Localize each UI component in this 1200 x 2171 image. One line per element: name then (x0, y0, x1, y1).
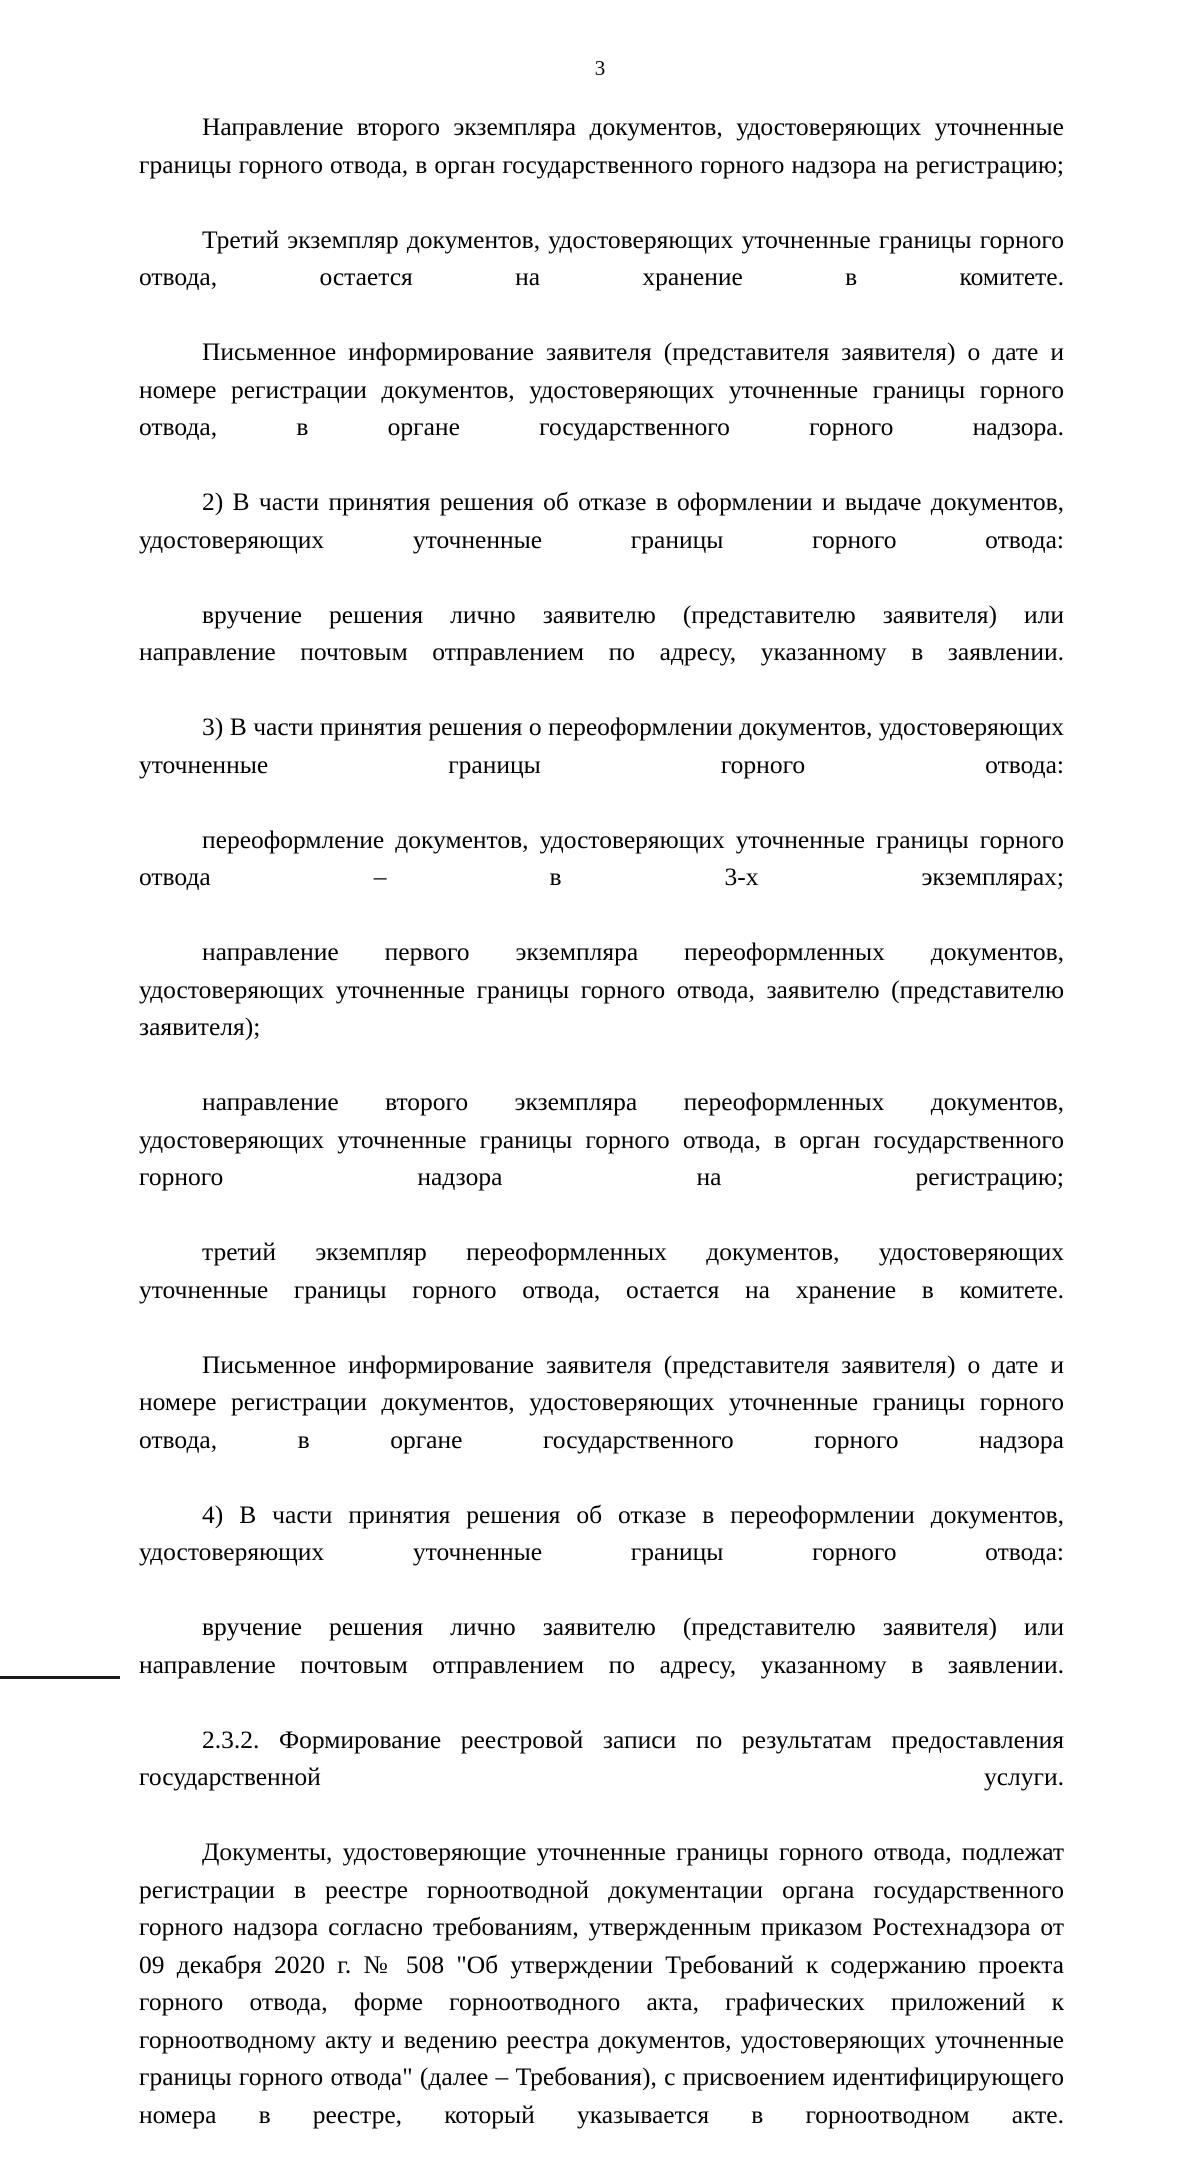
scan-edge-mark (0, 1676, 120, 1679)
paragraph: третий экземпляр переоформленных документов, удостоверяющих уточненные границы горного отвода, остается на хранение в комитете. (139, 1237, 1064, 1304)
paragraph: направление первого экземпляра переоформленных документов, удостоверяющих уточненные границы горного отвода, заявителю (представителю заявителя); (139, 937, 1064, 1041)
paragraph: переоформление документов, удостоверяющих уточненные границы горного отвода – в 3-х экземплярах; (139, 824, 1064, 891)
paragraph: Документы, удостоверяющие уточненные границы горного отвода, подлежат регистрации в реестре горноотводной документации органа государственного горного надзора согласно требованиям, утвержденным приказом Ростехнадзора от 09 декабря 2020 г. № 508 "Об утверждении Требований к содержанию проекта горного отвода, форме горноотводного акта, графических приложений к горноотводному акту и ведению реестра документов, удостоверяющих уточненные границы горного отвода" (далее – Требования), с присвоением идентифицирующего номера в реестре, который указывается в горноотводном акте. (139, 1837, 1064, 2129)
paragraph: 3) В части принятия решения о переоформлении документов, удостоверяющих уточненные границы горного отвода: (139, 712, 1064, 779)
paragraph: вручение решения лично заявителю (представителю заявителя) или направление почтовым отправлением по адресу, указанному в заявлении. (139, 599, 1064, 666)
paragraph: Письменное информирование заявителя (представителя заявителя) о дате и номере регистрации документов, удостоверяющих уточненные границы горного отвода, в органе государственного горного надзора. (139, 337, 1064, 441)
document-body (139, 108, 1064, 2171)
paragraph: Направление второго экземпляра документов, удостоверяющих уточненные границы горного отвода, в орган государственного горного надзора на регистрацию; (139, 112, 1064, 179)
page-number: 3 (594, 56, 606, 80)
paragraph: Третий экземпляр документов, удостоверяющих уточненные границы горного отвода, остается на хранение в комитете. (139, 224, 1064, 291)
paragraph: вручение решения лично заявителю (представителю заявителя) или направление почтовым отправлением по адресу, указанному в заявлении. (139, 1612, 1064, 1679)
paragraph: 2) В части принятия решения об отказе в оформлении и выдаче документов, удостоверяющих уточненные границы горного отвода: (139, 487, 1064, 554)
paragraph: 2.3.2. Формирование реестровой записи по результатам предоставления государственной услуги. (139, 1724, 1064, 1791)
paragraph: 4) В части принятия решения об отказе в переоформлении документов, удостоверяющих уточненные границы горного отвода: (139, 1499, 1064, 1566)
paragraph: Письменное информирование заявителя (представителя заявителя) о дате и номере регистрации документов, удостоверяющих уточненные границы горного отвода, в органе государственного горного надзора (139, 1349, 1064, 1454)
paragraph: направление второго экземпляра переоформленных документов, удостоверяющих уточненные границы горного отвода, в орган государственного горного надзора на регистрацию; (139, 1087, 1064, 1191)
